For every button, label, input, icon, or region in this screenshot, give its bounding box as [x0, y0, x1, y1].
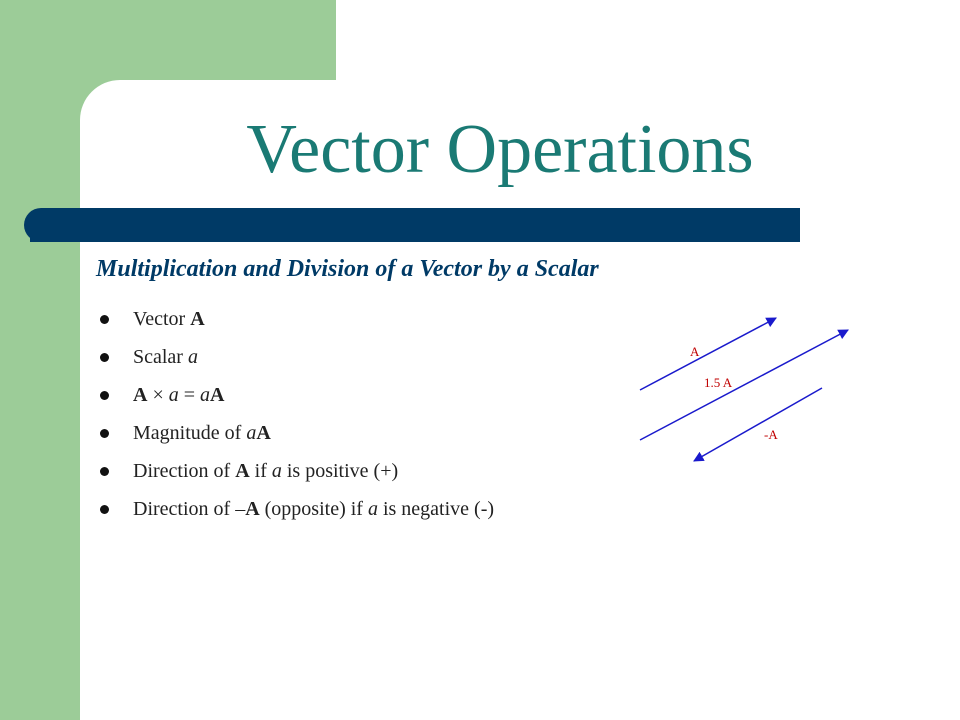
italic-symbol: a — [271, 460, 282, 482]
bold-symbol: A — [256, 422, 271, 444]
bullet-direction-positive — [100, 452, 494, 490]
italic-symbol: a — [246, 422, 257, 444]
label-a: A — [690, 344, 700, 359]
bold-symbol: A — [235, 460, 250, 482]
bullet-text: Vector — [133, 308, 191, 330]
left-accent-band — [0, 0, 80, 720]
bullet-vector-a — [100, 300, 494, 338]
title-divider-bar — [24, 208, 800, 242]
italic-symbol: a — [367, 498, 378, 520]
vector-scaled-arrow — [640, 330, 848, 440]
label-negative: -A — [764, 427, 778, 442]
bold-symbol: A — [245, 498, 260, 520]
times-sign: × — [147, 384, 169, 406]
bullet-text: Scalar — [133, 346, 188, 368]
vector-diagram — [620, 300, 880, 480]
equals-sign: = — [178, 384, 201, 406]
bullet-text: is negative (-) — [377, 498, 495, 520]
bullet-text: Magnitude of — [133, 422, 247, 444]
bullet-text: if — [249, 460, 272, 482]
divider-bar-notch — [30, 226, 66, 242]
italic-symbol: a — [200, 384, 211, 406]
bullet-text: (opposite) if — [259, 498, 368, 520]
bullet-text: is positive (+) — [281, 460, 399, 482]
bold-symbol: A — [133, 384, 148, 406]
slide-title: Vector Operations — [246, 111, 754, 188]
bullet-text: Direction of – — [133, 498, 246, 520]
slide-subtitle: Multiplication and Division of a Vector by a Scalar — [96, 256, 599, 282]
vector-negative-arrow — [694, 388, 822, 461]
italic-symbol: a — [168, 384, 179, 406]
bullet-text: Direction of — [133, 460, 236, 482]
bullet-product-equation — [100, 376, 494, 414]
top-accent-band — [80, 0, 336, 80]
bullet-list — [100, 300, 494, 528]
bullet-magnitude — [100, 414, 494, 452]
bold-symbol: A — [210, 384, 225, 406]
bold-symbol: A — [190, 308, 205, 330]
italic-symbol: a — [187, 346, 198, 368]
bullet-scalar-a — [100, 338, 494, 376]
label-scaled: 1.5 A — [704, 375, 733, 390]
bullet-direction-negative — [100, 490, 494, 528]
